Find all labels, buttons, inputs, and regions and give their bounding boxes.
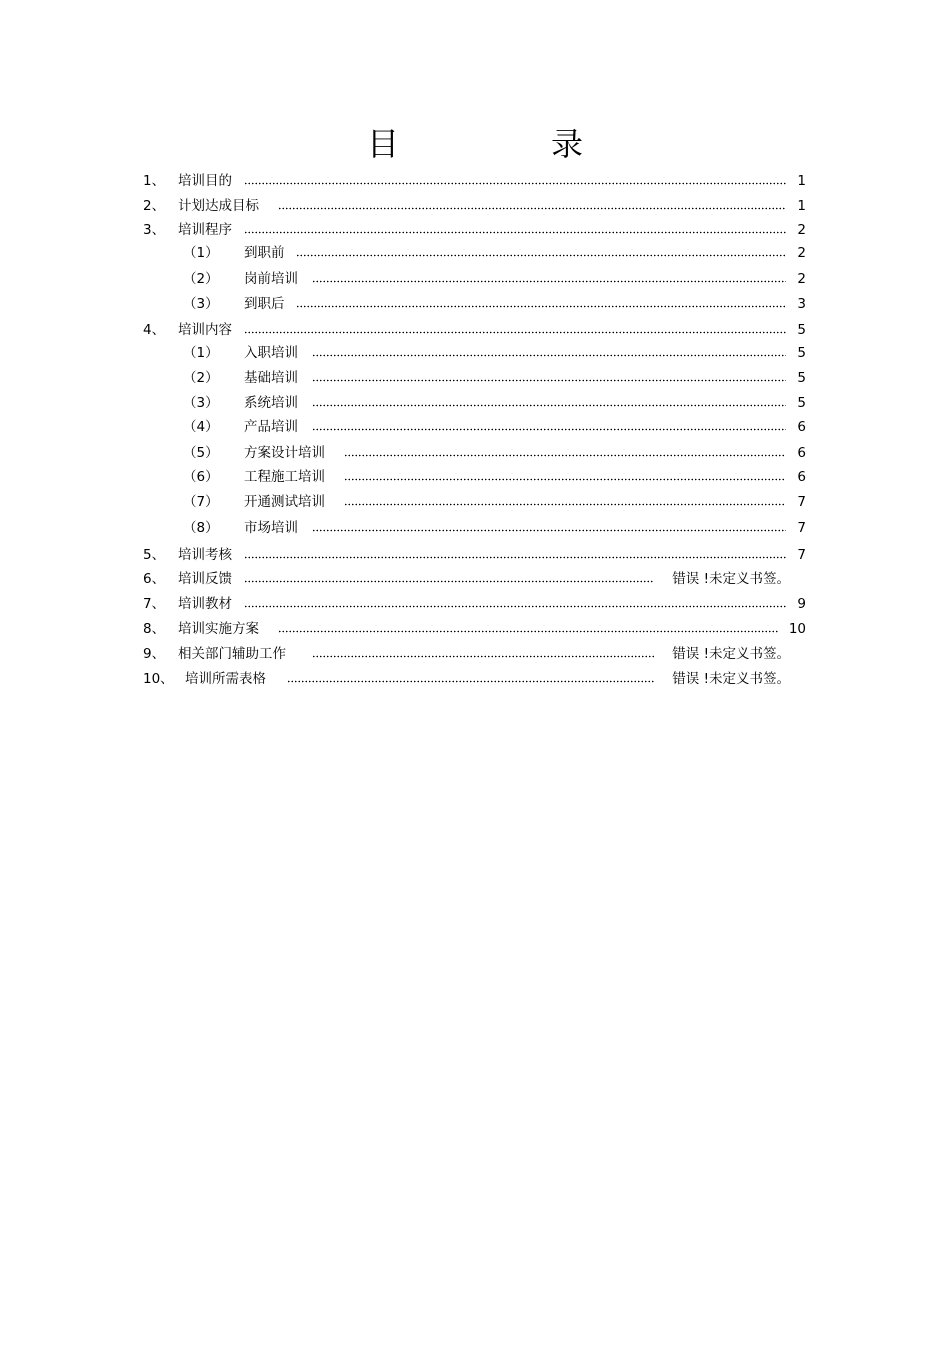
toc-leader-dots [312,648,654,660]
toc-entry-page: 5 [797,370,806,386]
toc-entry[interactable] [0,220,950,240]
toc-entry-number: （4） [183,419,219,435]
toc-entry-page: 1 [797,173,806,189]
toc-entry-number: （1） [183,345,219,361]
toc-entry-number: 9、 [143,646,166,662]
toc-entry-title: 到职后 [244,294,289,314]
toc-leader-dots [344,471,786,483]
toc-entry-title: 培训考核 [178,545,236,565]
toc-entry-number: （8） [183,520,219,536]
toc-entry-title: 培训程序 [178,220,236,240]
toc-leader-dots [244,598,786,610]
toc-entry-title: 培训实施方案 [178,619,263,639]
toc-entry-title: 培训反馈 [178,569,236,589]
toc-entry-title: 系统培训 [244,393,302,413]
toc-entry[interactable] [0,644,950,664]
toc-leader-dots [244,549,786,561]
toc-entry[interactable] [0,518,950,538]
toc-entry-title: 方案设计培训 [244,443,329,463]
toc-entry-page: 7 [797,494,806,510]
toc-entry[interactable] [0,269,950,289]
toc-entry-page: 3 [797,296,806,312]
toc-leader-dots [278,200,786,212]
toc-entry-page: 5 [797,322,806,338]
toc-entry-page: 错误 !未定义书签。 [672,671,790,687]
toc-leader-dots [296,298,786,310]
toc-entry-number: 7、 [143,596,166,612]
toc-entry-number: 2、 [143,198,166,214]
toc-entry[interactable] [0,294,950,314]
toc-entry[interactable] [0,569,950,589]
toc-entry-number: （7） [183,494,219,510]
toc-entry-number: （6） [183,469,219,485]
toc-entry-page: 9 [797,596,806,612]
toc-leader-dots [344,447,786,459]
toc-entry-number: 5、 [143,547,166,563]
page-title: 目 录 [366,125,643,163]
toc-entry-title: 培训内容 [178,320,236,340]
toc-leader-dots [287,673,654,685]
toc-entry-page: 2 [797,222,806,238]
toc-entry[interactable] [0,417,950,437]
toc-entry-title: 培训教材 [178,594,236,614]
toc-entry[interactable] [0,243,950,263]
toc-leader-dots [244,224,786,236]
toc-leader-dots [296,247,786,259]
toc-entry-page: 6 [797,445,806,461]
toc-entry[interactable] [0,343,950,363]
toc-entry-number: （2） [183,370,219,386]
toc-leader-dots [312,347,786,359]
toc-entry-number: 4、 [143,322,166,338]
toc-entry-page: 2 [797,245,806,261]
toc-entry-number: （2） [183,271,219,287]
toc-entry-number: （3） [183,296,219,312]
toc-entry-page: 错误 !未定义书签。 [672,646,790,662]
toc-entry-title: 开通测试培训 [244,492,329,512]
toc-entry[interactable] [0,196,950,216]
toc-entry-title: 计划达成目标 [178,196,263,216]
toc-entry-page: 10 [788,621,806,637]
toc-entry[interactable] [0,443,950,463]
toc-entry-number: 1、 [143,173,166,189]
toc-entry-page: 2 [797,271,806,287]
toc-entry[interactable] [0,368,950,388]
toc-leader-dots [312,273,786,285]
toc-entry-page: 1 [797,198,806,214]
toc-entry-title: 基础培训 [244,368,302,388]
toc-leader-dots [312,372,786,384]
toc-leader-dots [312,522,786,534]
toc-entry[interactable] [0,320,950,340]
toc-entry-title: 相关部门辅助工作 [178,644,290,664]
toc-leader-dots [312,397,786,409]
toc-entry-title: 产品培训 [244,417,302,437]
toc-entry[interactable] [0,545,950,565]
toc-entry-page: 7 [797,547,806,563]
toc-leader-dots [278,623,779,635]
toc-entry-page: 7 [797,520,806,536]
toc-entry-page: 5 [797,395,806,411]
toc-leader-dots [312,421,786,433]
toc-entry-number: （3） [183,395,219,411]
toc-entry-page: 5 [797,345,806,361]
toc-entry-title: 到职前 [244,243,289,263]
toc-entry-title: 市场培训 [244,518,302,538]
toc-entry-title: 培训所需表格 [185,669,270,689]
toc-entry-title: 岗前培训 [244,269,302,289]
toc-entry-number: 8、 [143,621,166,637]
toc-entry-number: 6、 [143,571,166,587]
toc-entry-page: 错误 !未定义书签。 [672,571,790,587]
toc-leader-dots [244,573,654,585]
toc-entry-title: 工程施工培训 [244,467,329,487]
toc-entry[interactable] [0,492,950,512]
toc-entry-number: 10、 [143,671,174,687]
toc-entry-title: 入职培训 [244,343,302,363]
toc-leader-dots [244,175,786,187]
toc-entry-number: 3、 [143,222,166,238]
toc-entry-number: （5） [183,445,219,461]
toc-entry-page: 6 [797,419,806,435]
toc-entry[interactable] [0,619,950,639]
toc-entry[interactable] [0,393,950,413]
toc-leader-dots [344,496,786,508]
toc-entry-number: （1） [183,245,219,261]
toc-entry-page: 6 [797,469,806,485]
toc-entry[interactable] [0,467,950,487]
toc-entry[interactable] [0,171,950,191]
toc-leader-dots [244,324,786,336]
toc-entry[interactable] [0,594,950,614]
toc-entry[interactable] [0,669,950,689]
toc-entry-title: 培训目的 [178,171,236,191]
